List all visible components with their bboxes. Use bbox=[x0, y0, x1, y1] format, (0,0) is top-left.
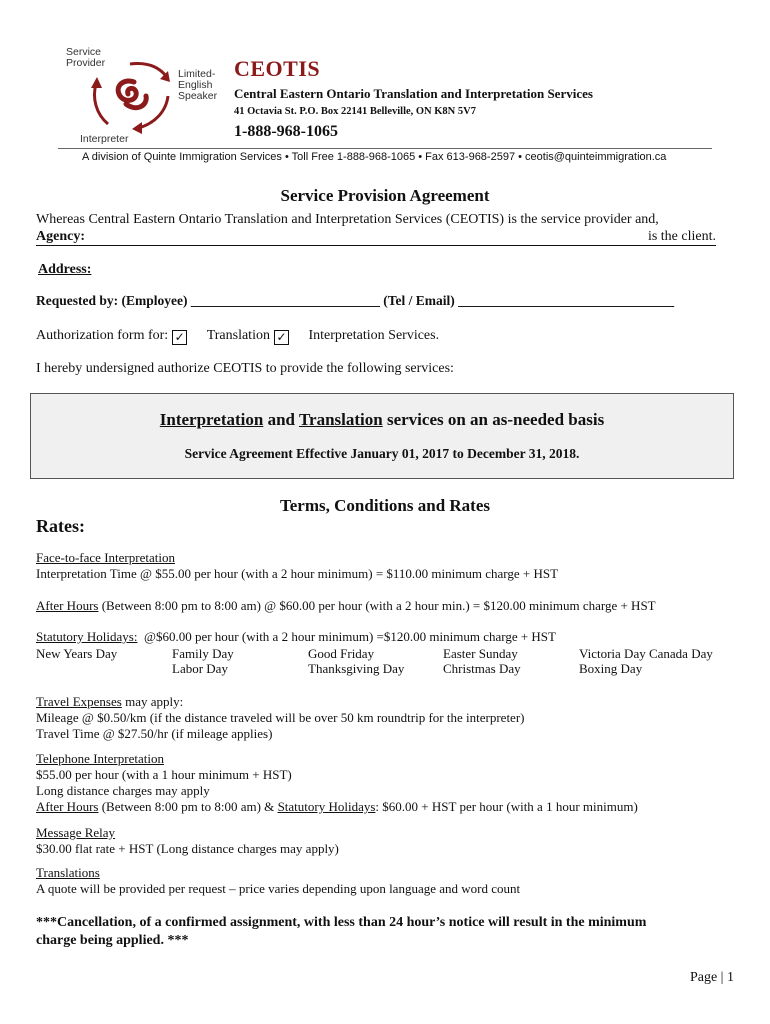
brand-name: CEOTIS bbox=[234, 56, 321, 81]
stat-holidays-line bbox=[36, 629, 556, 645]
rates-label: Rates: bbox=[36, 516, 85, 536]
whereas-line: Whereas Central Eastern Ontario Translation and Interpretation Services (CEOTIS) is the service provider and, bbox=[36, 212, 659, 227]
holiday-item: Labor Day bbox=[172, 661, 228, 676]
authorization-line bbox=[36, 328, 439, 344]
telephone-rate: $55.00 per hour (with a 1 hour minimum + HST) bbox=[36, 767, 292, 782]
logo bbox=[60, 44, 230, 148]
stat-holidays-rate: @$60.00 per hour (with a 2 hour minimum) =$120.00 minimum charge + HST bbox=[137, 629, 556, 644]
logo-service-provider-label: Service Provider bbox=[66, 46, 106, 69]
holiday-row bbox=[36, 661, 736, 677]
services-box bbox=[30, 393, 734, 479]
cancellation-line-2: charge being applied. *** bbox=[36, 933, 189, 948]
agency-line bbox=[36, 229, 716, 246]
holiday-item: Boxing Day bbox=[579, 661, 643, 676]
holiday-item: Good Friday bbox=[308, 646, 375, 661]
telephone-long-distance: Long distance charges may apply bbox=[36, 783, 210, 798]
mileage-line: Mileage @ $0.50/km (if the distance traveled will be over 50 km roundtrip for the interpreter) bbox=[36, 710, 525, 725]
page-number: Page | 1 bbox=[689, 970, 734, 985]
services-rest-text: services on an as-needed basis bbox=[382, 410, 605, 429]
division-line: A division of Quinte Immigration Services • Toll Free 1-888-968-1065 • Fax 613-968-2597 • ceotis@quinteimmigration.ca bbox=[82, 151, 667, 163]
logo-limited-english-label: Limited- English Speaker bbox=[178, 68, 218, 102]
organization-name: Central Eastern Ontario Translation and Interpretation Services bbox=[234, 86, 593, 101]
message-relay-title: Message Relay bbox=[36, 825, 116, 840]
translations-title: Translations bbox=[36, 865, 100, 880]
circular-arrows-icon bbox=[80, 52, 180, 136]
f2f-title: Face-to-face Interpretation bbox=[36, 550, 175, 565]
tel-after-mid: (Between 8:00 pm to 8:00 am) & bbox=[98, 799, 278, 814]
after-hours-rate: (Between 8:00 pm to 8:00 am) @ $60.00 per hour (with a 2 hour min.) = $120.00 minimum charge + HST bbox=[98, 598, 656, 613]
document-title: Service Provision Agreement bbox=[280, 186, 490, 205]
translation-option: Translation bbox=[206, 328, 270, 343]
cancellation-line-1: ***Cancellation, of a confirmed assignment, with less than 24 hour’s notice will result in the minimum bbox=[36, 915, 647, 930]
holiday-item: New Years Day bbox=[36, 646, 118, 661]
travel-expenses-line bbox=[36, 694, 183, 710]
stat-holidays-label: Statutory Holidays: bbox=[36, 629, 138, 644]
after-hours-label: After Hours bbox=[36, 598, 99, 613]
agency-label: Agency: bbox=[36, 229, 85, 244]
interpretation-option: Interpretation Services. bbox=[308, 328, 440, 343]
interpretation-heading: Interpretation bbox=[159, 410, 264, 429]
travel-expenses-label: Travel Expenses bbox=[36, 694, 122, 709]
tel-after-hours-label: After Hours bbox=[36, 799, 99, 814]
holiday-item: Family Day bbox=[172, 646, 234, 661]
phone-number: 1-888-968-1065 bbox=[234, 123, 338, 140]
checkbox-checked-icon[interactable]: ✓ bbox=[274, 330, 289, 345]
authorization-label: Authorization form for: bbox=[36, 328, 169, 343]
holiday-item: Thanksgiving Day bbox=[308, 661, 405, 676]
travel-expenses-rest: may apply: bbox=[121, 694, 184, 709]
holiday-item: Christmas Day bbox=[443, 661, 521, 676]
terms-title: Terms, Conditions and Rates bbox=[279, 496, 491, 515]
tel-stat-label: Statutory Holidays bbox=[277, 799, 376, 814]
holiday-item: Victoria Day Canada Day bbox=[579, 646, 713, 661]
message-relay-rate: $30.00 flat rate + HST (Long distance charges may apply) bbox=[36, 841, 339, 856]
logo-interpreter-label: Interpreter bbox=[80, 133, 129, 145]
telephone-after-hours-line bbox=[36, 799, 638, 815]
header-divider bbox=[58, 148, 712, 149]
holiday-item: Easter Sunday bbox=[443, 646, 518, 661]
f2f-rate: Interpretation Time @ $55.00 per hour (with a 2 hour minimum) = $110.00 minimum charge + HST bbox=[36, 566, 559, 581]
after-hours-line bbox=[36, 598, 656, 614]
address-label: Address: bbox=[38, 262, 92, 277]
and-text: and bbox=[263, 410, 299, 429]
translations-rate: A quote will be provided per request – price varies depending upon language and word count bbox=[36, 881, 521, 896]
checkbox-checked-icon[interactable]: ✓ bbox=[172, 330, 187, 345]
is-client-text: is the client. bbox=[647, 229, 716, 244]
translation-heading: Translation bbox=[298, 410, 383, 429]
organization-address: 41 Octavia St. P.O. Box 22141 Belleville, ON K8N 5V7 bbox=[234, 106, 476, 117]
requested-by-line: Requested by: (Employee) ____________________________ (Tel / Email) ________________________________ bbox=[36, 293, 675, 308]
services-heading bbox=[31, 410, 733, 430]
telephone-title: Telephone Interpretation bbox=[36, 751, 164, 766]
travel-time-line: Travel Time @ $27.50/hr (if mileage applies) bbox=[36, 726, 273, 741]
holiday-row bbox=[36, 646, 736, 662]
effective-dates: Service Agreement Effective January 01, 2017 to December 31, 2018. bbox=[184, 446, 580, 461]
authorize-statement: I hereby undersigned authorize CEOTIS to provide the following services: bbox=[36, 361, 454, 376]
tel-after-end: : $60.00 + HST per hour (with a 1 hour minimum) bbox=[375, 799, 638, 814]
